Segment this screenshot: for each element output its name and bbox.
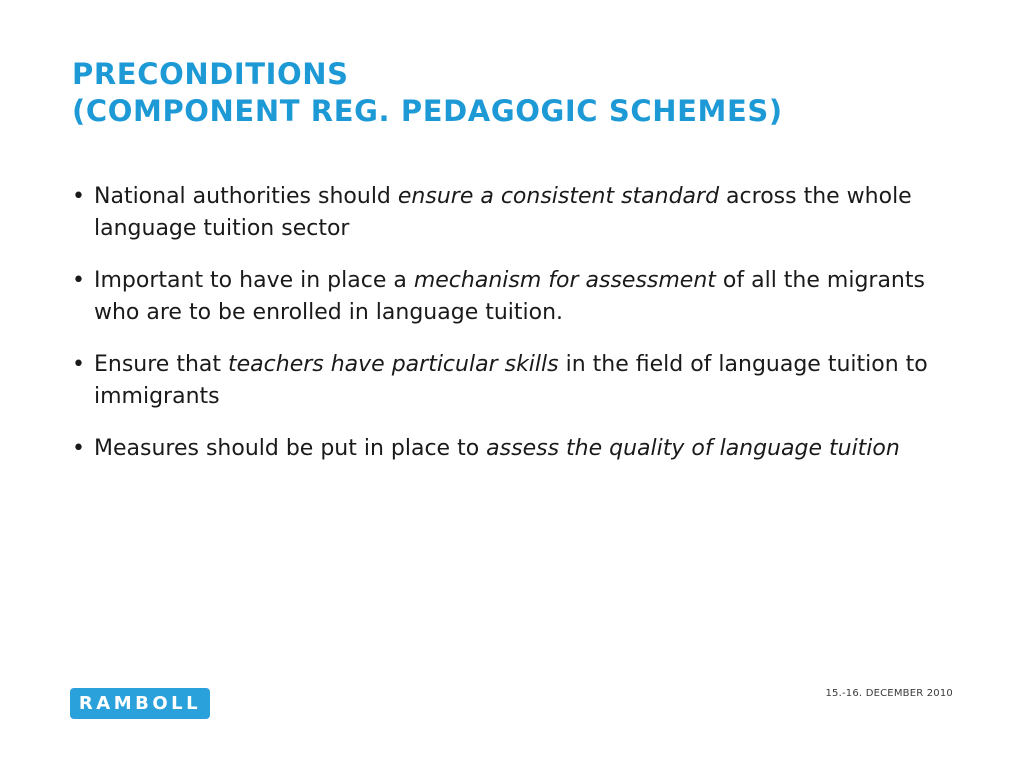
ramboll-logo: RAMBOLL xyxy=(70,688,210,719)
slide-title-line-1: PRECONDITIONS xyxy=(72,57,349,91)
bullet-item xyxy=(72,265,952,329)
bullet-emphasis: ensure a consistent standard xyxy=(397,184,720,209)
slide-title-line-2: (COMPONENT REG. PEDAGOGIC SCHEMES) xyxy=(72,94,783,128)
bullet-text: Important to have in place a xyxy=(94,268,414,293)
bullet-item xyxy=(72,181,952,245)
bullet-text: Ensure that xyxy=(94,352,229,377)
bullet-item xyxy=(72,349,952,413)
bullet-text: across the whole language tuition sector xyxy=(94,184,912,241)
bullet-emphasis: mechanism for assessment xyxy=(413,268,716,293)
bullet-emphasis: assess the quality of language tuition xyxy=(486,436,900,461)
bullet-dot: • xyxy=(72,436,85,461)
bullet-dot: • xyxy=(72,268,85,293)
bullet-text: of all the migrants who are to be enrolled in language tuition. xyxy=(94,268,925,325)
slide-title xyxy=(72,56,972,130)
bullet-text: Measures should be put in place to xyxy=(94,436,487,461)
bullet-text: in the field of language tuition to immigrants xyxy=(94,352,928,409)
bullet-text: National authorities should xyxy=(94,184,398,209)
bullet-item xyxy=(72,433,952,465)
bullet-dot: • xyxy=(72,184,85,209)
footer-date: 15.-16. DECEMBER 2010 xyxy=(825,688,953,699)
bullet-dot: • xyxy=(72,352,85,377)
bullet-list xyxy=(72,181,952,485)
bullet-emphasis: teachers have particular skills xyxy=(228,352,559,377)
